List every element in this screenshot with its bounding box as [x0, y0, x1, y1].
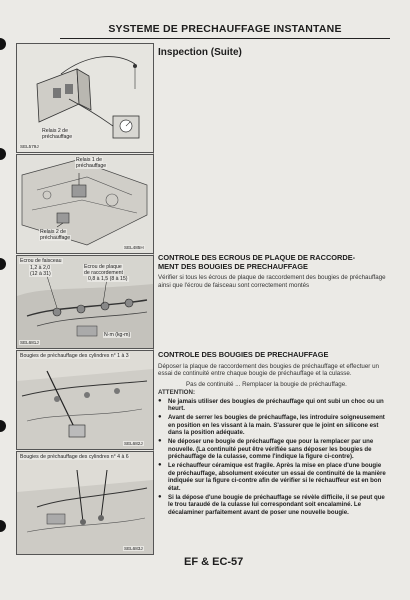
figure-code: SEL579J: [20, 144, 39, 149]
figure-label: préchauffage: [42, 134, 73, 140]
figure-label: Relais 2 de: [42, 128, 68, 134]
figure-code: SEL681J: [20, 340, 39, 345]
figure-code: SEL683J: [124, 546, 143, 551]
section-heading: MENT DES BOUGIES DE PRECHAUFFAGE: [158, 261, 308, 271]
figure-code: SEL485H: [124, 245, 144, 250]
no-continuity-note: Pas de continuité ... Remplacer la bougie de préchauffage.: [186, 380, 347, 388]
section-body: Déposer la plaque de raccordement des bougies de préchauffage et effectuer un essai de continuité entre chaque bougie de préchauffage et la culasse.: [158, 362, 379, 378]
figure-label: préchauffage: [40, 235, 71, 241]
torque-unit: N·m (kg-m): [104, 332, 131, 338]
figure-label: Ecrou de faisceau: [20, 258, 62, 264]
figure-relay-location: [16, 154, 154, 254]
section-body: Vérifier si tous les écrous de plaque de raccordement des bougies de préchauffage ainsi que l'écrou de faisceau sont correctement montés: [158, 274, 386, 289]
attention-list: [158, 398, 390, 517]
figure-label: Ecrou de plaque: [84, 264, 122, 270]
relay-location-drawing: [17, 155, 153, 253]
figure-glow-plugs-4-6: [16, 451, 154, 555]
section-nut-check: [158, 254, 390, 289]
torque-value: 0,8 à 1,5 (8 à 15): [88, 276, 128, 282]
section-title: Inspection (Suite): [158, 47, 242, 58]
page-number: EF & EC-57: [184, 556, 244, 568]
figure-label: Bougies de préchauffage des cylindres n° 1 à 3: [20, 353, 129, 359]
section-glow-plug-check: [158, 351, 390, 518]
glow-plugs-1-3-drawing: [17, 351, 153, 449]
binder-hole: [0, 520, 6, 532]
page-header: SYSTEME DE PRECHAUFFAGE INSTANTANE: [60, 22, 390, 39]
list-item: ● Ne jamais utiliser des bougies de préchauffage qui ont subi un choc ou un heurt.: [158, 398, 390, 413]
relay-test-drawing: [17, 44, 153, 152]
attention-label: ATTENTION:: [158, 389, 196, 397]
list-item: ● Avant de serrer les bougies de préchauffage, les introduire soigneusement en position en les vissant à la main. S'assurer que le joint en silicone est dans la position adéquate.: [158, 414, 390, 437]
figure-glow-plugs-1-3: [16, 350, 154, 450]
figure-code: SEL682J: [124, 441, 143, 446]
binder-hole: [0, 148, 6, 160]
figure-label: de raccordement: [84, 270, 123, 276]
figure-label: Bougies de préchauffage des cylindres n° 4 à 6: [20, 454, 129, 460]
section-heading: CONTROLE DES ECROUS DE PLAQUE DE RACCORDE-: [158, 253, 356, 262]
glow-plugs-4-6-drawing: [17, 452, 153, 554]
binder-hole: [0, 420, 6, 432]
torque-value: (12 à 31): [30, 271, 51, 277]
figure-label: préchauffage: [76, 163, 107, 169]
binder-hole: [0, 38, 6, 50]
figure-nut-torque: [16, 255, 154, 349]
section-heading: CONTROLE DES BOUGIES DE PRECHAUFFAGE: [158, 350, 329, 359]
binder-hole: [0, 258, 6, 270]
figure-label: Relais 2 de: [40, 229, 66, 235]
figure-label: Relais 1 de: [76, 157, 102, 163]
torque-value: 1,2 à 2,0: [30, 265, 51, 271]
list-item: ● Ne déposer une bougie de préchauffage que pour la remplacer par une nouvelle. (La continuité peut être vérifiée sans déposer les bougies de préchauffage de la culasse, comme l'indique la figure ci-contre).: [158, 438, 390, 461]
list-item: ● Le réchauffeur céramique est fragile. Après la mise en place d'une bougie de préchauffage, absolument exécuter un essai de continuité de la manière indiquée sur la figure ci-contre afin de vérifier si le réchauffeur est en bon état.: [158, 462, 390, 492]
list-item: ● Si la dépose d'une bougie de préchauffage se révèle difficile, il se peut que le trou taraudé de la culasse lui correspondant soit encalaminé. Le décalaminer parfaitement avant de poser une nouvelle bougie.: [158, 494, 390, 517]
figure-relay-test: [16, 43, 154, 153]
